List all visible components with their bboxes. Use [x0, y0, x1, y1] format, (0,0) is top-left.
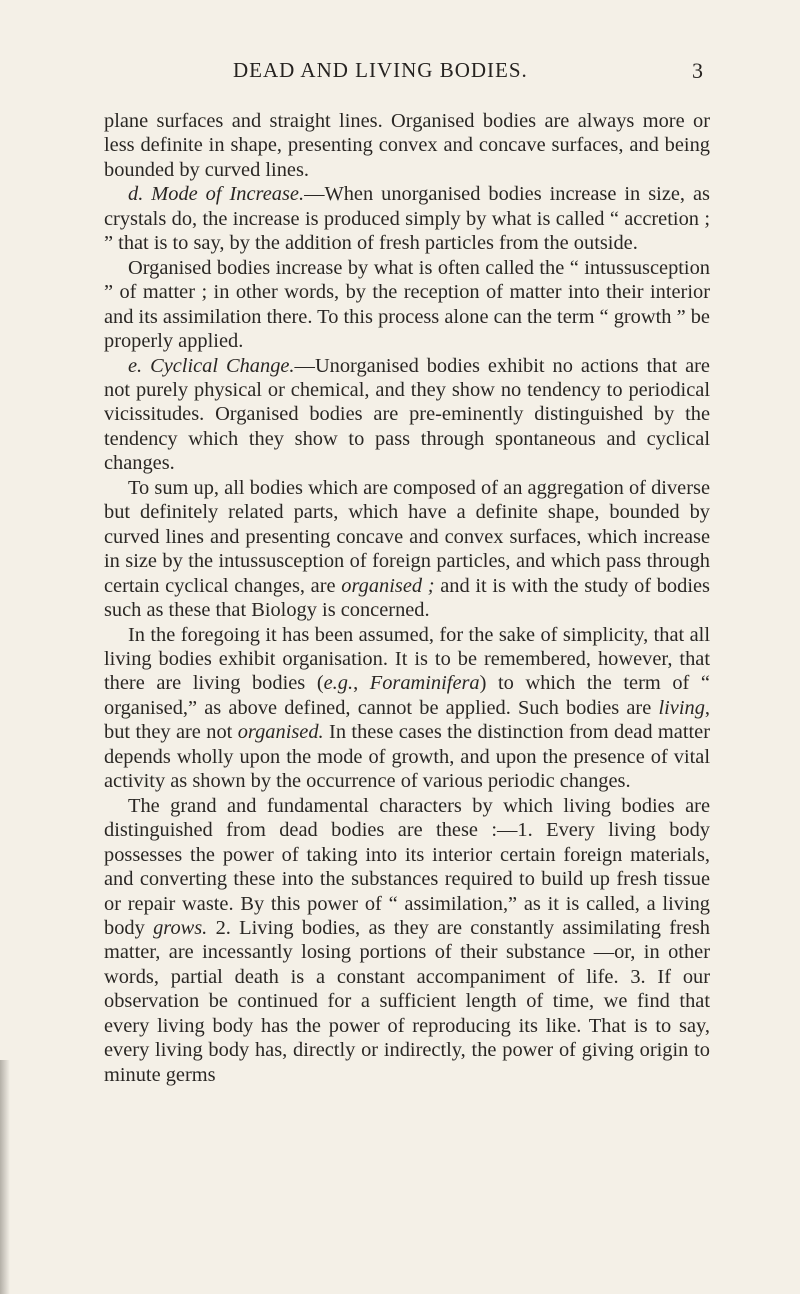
text-run: —When unorganised bodies increase in size, as crystals do, the increase is produced simply by what is called “ accretion ; ” that is to say, by the addition of fresh particles from the outside. [104, 183, 710, 255]
paragraph [104, 476, 710, 623]
body-text [104, 109, 710, 1087]
text-run: , but they are not [104, 696, 710, 744]
binding-shadow [0, 1060, 10, 1294]
page-number: 3 [692, 58, 703, 83]
italic-text: e.g. [323, 672, 354, 695]
paragraph [104, 354, 710, 476]
running-head: DEAD AND LIVING BODIES. [233, 58, 528, 82]
text-run: The grand and fundamental characters by which living bodies are distinguished from dead bodies are these :—1. Every living body possesses the power of taking into its interior certain foreign materials, and converting these into the substances required to build up fresh tissue or repair waste. By this power of “ assimilation,” as it is called, a living body [104, 794, 710, 939]
italic-text: grows. [153, 916, 208, 939]
italic-text: d. Mode of Increase. [128, 183, 305, 206]
text-run: —Unorganised bodies exhibit no actions that are not purely physical or chemical, and they show no tendency to periodical vicissitudes. Organised bodies are pre-eminently distinguished by the tendency which they show to pass through spontaneous and cyclical changes. [104, 354, 710, 475]
paragraph [104, 623, 710, 794]
italic-text: organised. [237, 721, 324, 744]
text-run: ) to which the term of “ organised,” as above defined, cannot be applied. Such bodies are [104, 672, 710, 719]
text-run: 2. Living bodies, as they are constantly assimilating fresh matter, are incessantly losing portions of their substance —or, in other words, partial death is a constant accompaniment of life. 3. If our observation be continued for a sufficient length of time, we find that every living body has the power of reproducing its like. That is to say, every living body has, directly or indirectly, the power of giving origin to minute germs [104, 916, 710, 1086]
text-run: plane surfaces and straight lines. Organised bodies are always more or less definite in shape, presenting convex and concave surfaces, and being bounded by curved lines. [104, 110, 710, 181]
text-run: , [353, 672, 370, 695]
text-run: To sum up, all bodies which are composed of an aggregation of diverse but definitely related parts, which have a definite shape, bounded by curved lines and presenting concave and convex surfaces, which increase in size by the intussusception of foreign particles, and which pass through certain cyclical changes, are [104, 476, 710, 597]
text-run: and it is with the study of bodies such as these that Biology is concerned. [104, 574, 710, 622]
italic-text: Foraminifera [369, 672, 480, 695]
italic-text: living [658, 696, 705, 719]
text-run: In these cases the distinction from dead matter depends wholly upon the mode of growth, and upon the presence of vital activity as shown by the occurrence of various periodic changes. [104, 721, 710, 793]
text-run: In the foregoing it has been assumed, for the sake of simplicity, that all living bodies exhibit organisation. It is to be remembered, however, that there are living bodies ( [104, 623, 710, 695]
paragraph [104, 256, 710, 354]
text-run: Organised bodies increase by what is often called the “ intussusception ” of matter ; in other words, by the reception of matter into their interior and its assimilation there. To this process alone can the term “ growth ” be properly applied. [104, 256, 710, 353]
page-header [0, 58, 800, 88]
italic-text: organised ; [341, 574, 435, 597]
paragraph [104, 182, 710, 255]
italic-text: e. Cyclical Change. [128, 354, 295, 377]
paragraph [104, 109, 710, 182]
paragraph [104, 794, 710, 1087]
